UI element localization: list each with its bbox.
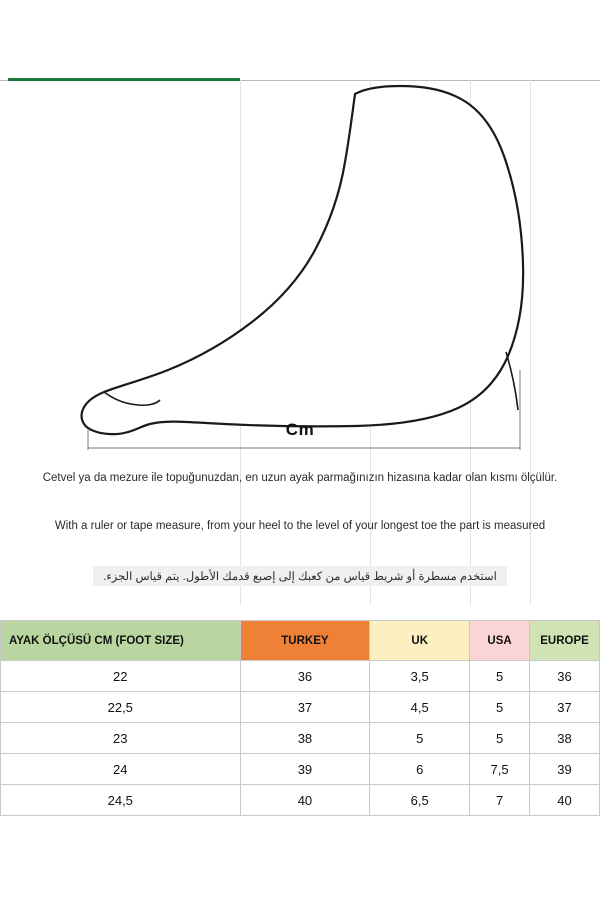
cell-europe: 37 <box>530 692 600 723</box>
cell-uk: 5 <box>370 723 470 754</box>
cell-foot-size: 22,5 <box>1 692 241 723</box>
cell-europe: 38 <box>530 723 600 754</box>
description-arabic: استخدم مسطرة أو شريط قياس من كعبك إلى إصبع قدمك الأطول. يتم قياس الجزء. <box>93 566 507 586</box>
foot-illustration <box>0 80 600 460</box>
cell-turkey: 39 <box>240 754 370 785</box>
cell-turkey: 38 <box>240 723 370 754</box>
cell-foot-size: 24,5 <box>1 785 241 816</box>
cell-usa: 7,5 <box>470 754 530 785</box>
table-row <box>1 661 600 692</box>
column-header-uk: UK <box>370 621 470 661</box>
column-header-europe: EUROPE <box>530 621 600 661</box>
cell-foot-size: 24 <box>1 754 241 785</box>
cell-usa: 5 <box>470 723 530 754</box>
cell-turkey: 40 <box>240 785 370 816</box>
column-header-turkey: TURKEY <box>240 621 370 661</box>
cell-usa: 5 <box>470 692 530 723</box>
cell-uk: 3,5 <box>370 661 470 692</box>
cell-uk: 6,5 <box>370 785 470 816</box>
cell-usa: 5 <box>470 661 530 692</box>
description-turkish: Cetvel ya da mezure ile topuğunuzdan, en uzun ayak parmağınızın hizasına kadar olan kısmı ölçülür. <box>42 472 558 484</box>
cell-uk: 4,5 <box>370 692 470 723</box>
cell-foot-size: 23 <box>1 723 241 754</box>
column-header-usa: USA <box>470 621 530 661</box>
cell-uk: 6 <box>370 754 470 785</box>
description-english: With a ruler or tape measure, from your heel to the level of your longest toe the part is measured <box>54 520 546 532</box>
table-row <box>1 754 600 785</box>
description-arabic-wrapper <box>40 566 560 586</box>
cell-turkey: 36 <box>240 661 370 692</box>
table-row <box>1 692 600 723</box>
cell-foot-size: 22 <box>1 661 241 692</box>
table-header-row <box>1 621 600 661</box>
cell-europe: 36 <box>530 661 600 692</box>
cell-usa: 7 <box>470 785 530 816</box>
table-row <box>1 723 600 754</box>
cell-turkey: 37 <box>240 692 370 723</box>
cell-europe: 40 <box>530 785 600 816</box>
measurement-unit-label: Cm <box>285 420 315 439</box>
table-row <box>1 785 600 816</box>
size-conversion-table <box>0 620 600 816</box>
cell-europe: 39 <box>530 754 600 785</box>
column-header-foot-size: AYAK ÖLÇÜSÜ CM (FOOT SIZE) <box>1 621 241 661</box>
